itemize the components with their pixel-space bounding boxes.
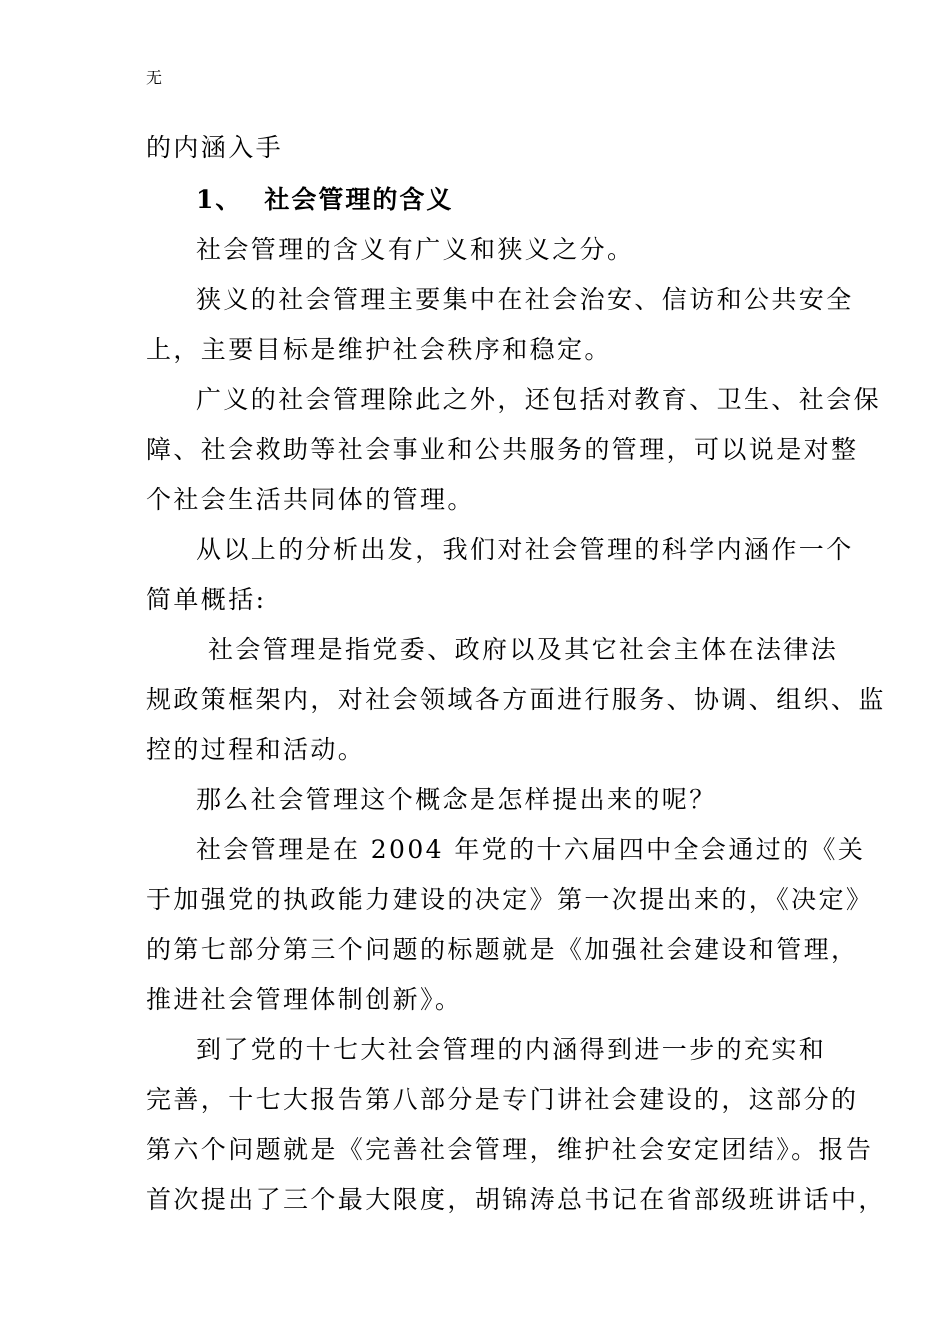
text-line: 控的过程和活动。	[146, 735, 366, 764]
text-line: 广义的社会管理除此之外，还包括对教育、卫生、社会保	[196, 385, 882, 414]
text-line: 社会管理的含义有广义和狭义之分。	[196, 235, 635, 264]
text-line: 完善，十七大报告第八部分是专门讲社会建设的，这部分的	[146, 1085, 859, 1114]
text-line: 到了党的十七大社会管理的内涵得到进一步的充实和	[196, 1035, 827, 1064]
heading-number: 1、	[196, 185, 243, 214]
text-line: 从以上的分析出发，我们对社会管理的科学内涵作一个	[196, 535, 854, 564]
text-line: 的第七部分第三个问题的标题就是《加强社会建设和管理，	[146, 935, 859, 964]
text-line: 上，主要目标是维护社会秩序和稳定。	[146, 335, 612, 364]
text-line: 的内涵入手	[146, 133, 284, 162]
section-heading	[196, 184, 453, 216]
text-line: 社会管理是在 2004 年党的十六届四中全会通过的《关	[196, 835, 866, 864]
text-line: 狭义的社会管理主要集中在社会治安、信访和公共安全	[196, 285, 854, 314]
text-line: 社会管理是指党委、政府以及其它社会主体在法律法	[208, 635, 839, 664]
text-line: 首次提出了三个最大限度，胡锦涛总书记在省部级班讲话中，	[146, 1185, 886, 1214]
text-line: 个社会生活共同体的管理。	[146, 485, 475, 514]
text-line: 那么社会管理这个概念是怎样提出来的呢？	[196, 785, 717, 814]
text-line: 简单概括:	[146, 585, 267, 614]
header-mark: 无	[146, 68, 163, 87]
text-line: 障、社会救助等社会事业和公共服务的管理，可以说是对整	[146, 435, 859, 464]
text-line: 第六个问题就是《完善社会管理，维护社会安定团结》。报告	[146, 1135, 874, 1164]
heading-title: 社会管理的含义	[264, 185, 454, 214]
text-line: 于加强党的执政能力建设的决定》第一次提出来的，《决定》	[146, 885, 874, 914]
text-line: 推进社会管理体制创新》。	[146, 985, 463, 1014]
text-line: 规政策框架内，对社会领域各方面进行服务、协调、组织、监	[146, 685, 886, 714]
